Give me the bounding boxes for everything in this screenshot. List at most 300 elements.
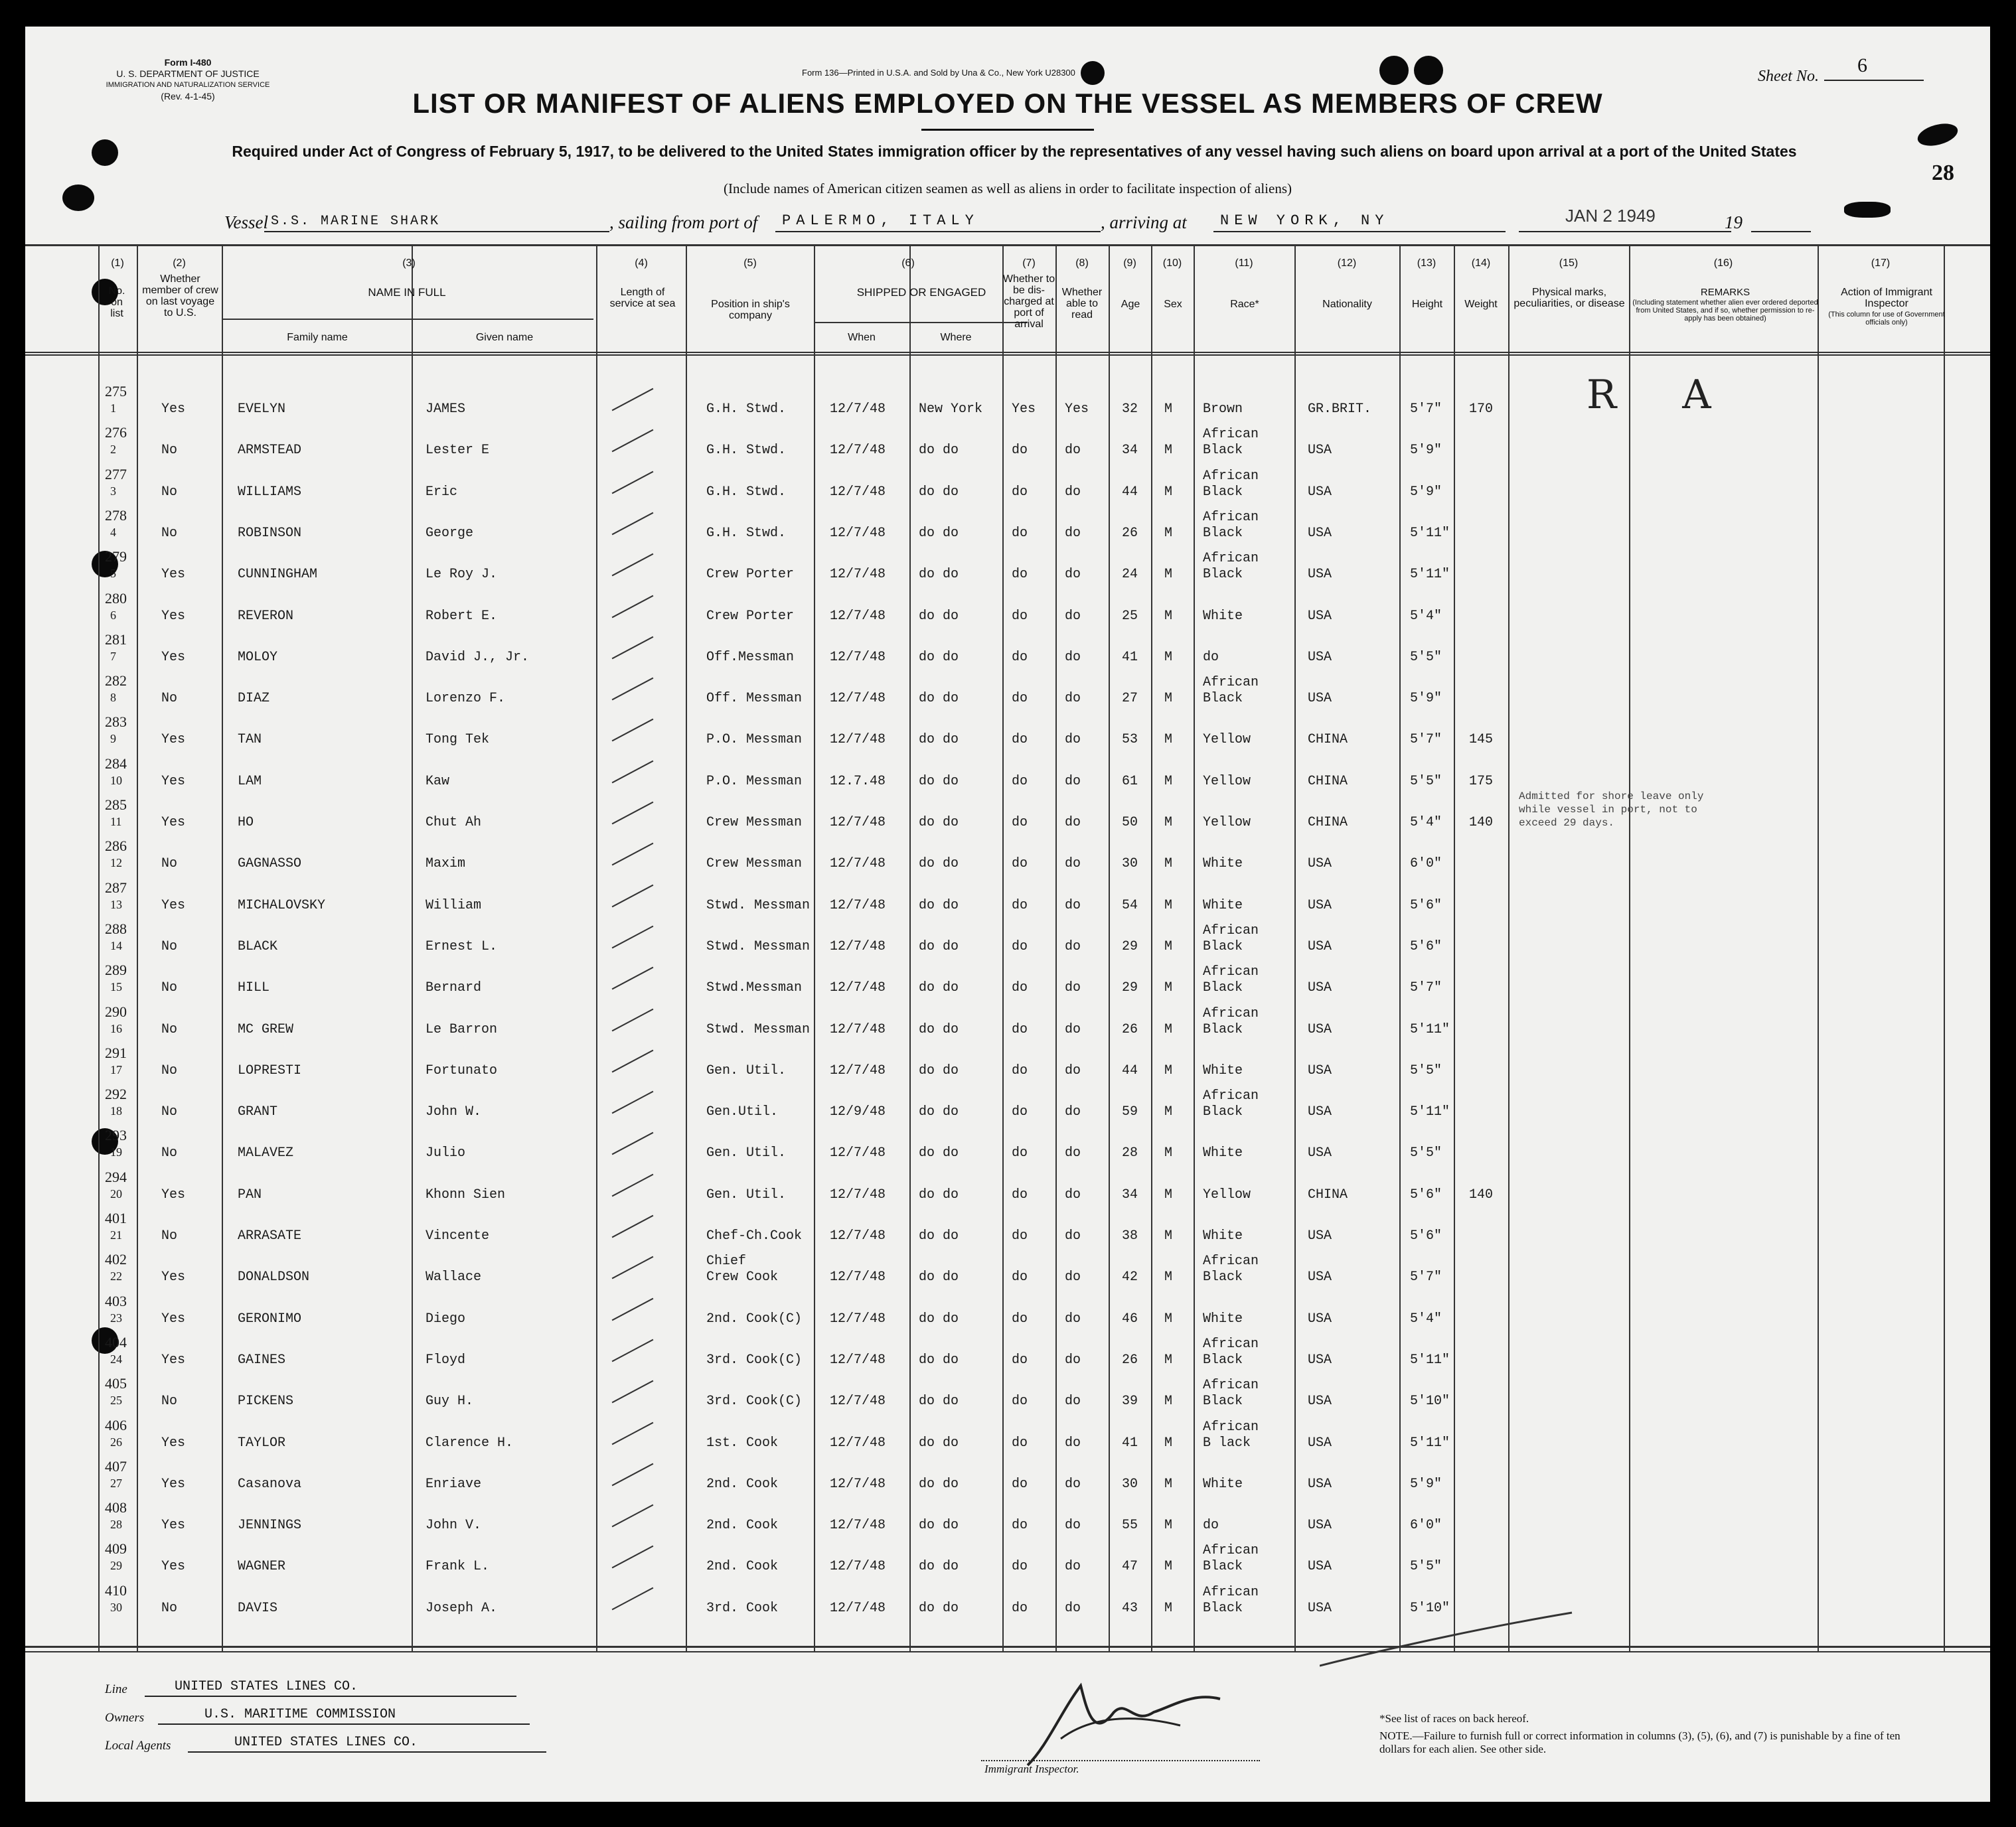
inspector-label: Immigrant Inspector. — [984, 1763, 1079, 1775]
position: Stwd. Messman — [706, 939, 811, 954]
given-name: Lorenzo F. — [426, 691, 506, 706]
nationality: USA — [1308, 856, 1332, 871]
shipped-where: do do — [919, 1477, 959, 1492]
column-rule — [596, 246, 597, 1652]
given-name: Diego — [426, 1311, 466, 1327]
sex: M — [1164, 650, 1173, 665]
discharged: do — [1012, 1228, 1028, 1244]
line-number: 22 — [110, 1270, 122, 1283]
col-head-remarks-note: (Including statement whether alien ever ordered deported from United States, and if so, whether permission to re-apply has been obtained) — [1632, 299, 1818, 323]
table-bottom-rule — [25, 1651, 1990, 1652]
col-head-height: Height — [1411, 299, 1443, 310]
list-number: 294 — [105, 1169, 127, 1185]
shipped-when: 12/7/48 — [830, 1270, 886, 1285]
given-name: Fortunato — [426, 1063, 498, 1078]
shipped-where: do do — [919, 1559, 959, 1574]
column-rule — [1151, 246, 1152, 1652]
age: 34 — [1122, 443, 1138, 458]
race: Yellow — [1203, 774, 1251, 789]
able-to-read: do — [1065, 650, 1081, 665]
family-name: DAVIS — [238, 1601, 278, 1616]
line-number: 12 — [110, 856, 122, 869]
shipped-when: 12/7/48 — [830, 898, 886, 913]
race: Black — [1203, 939, 1243, 954]
check-mark — [612, 843, 654, 866]
able-to-read: do — [1065, 774, 1081, 789]
from-port: PALERMO, ITALY — [782, 212, 979, 229]
given-name: Wallace — [426, 1270, 482, 1285]
position: P.O. Messman — [706, 732, 803, 747]
height: 5'9" — [1410, 1477, 1442, 1492]
check-mark — [612, 719, 654, 742]
list-number: 401 — [105, 1210, 127, 1226]
check-mark — [612, 1215, 654, 1238]
shipped-where: do do — [919, 609, 959, 624]
family-name: CUNNINGHAM — [238, 567, 318, 582]
manifest-page — [25, 27, 1990, 1802]
list-number: 402 — [105, 1251, 127, 1268]
given-name: Julio — [426, 1145, 466, 1161]
weight: 145 — [1469, 732, 1494, 747]
shipped-where: do do — [919, 856, 959, 871]
prev-voyage: No — [161, 980, 178, 995]
race: African — [1203, 1088, 1259, 1104]
check-mark — [612, 388, 654, 411]
discharged: do — [1012, 1559, 1028, 1574]
age: 44 — [1122, 1063, 1138, 1078]
column-number: (5) — [743, 257, 757, 269]
check-mark — [612, 761, 654, 784]
prev-voyage: Yes — [161, 1559, 186, 1574]
sex: M — [1164, 1022, 1173, 1037]
height: 5'6" — [1410, 1228, 1442, 1244]
discharged: do — [1012, 1270, 1028, 1285]
discharged: do — [1012, 1187, 1028, 1203]
line-number: 27 — [110, 1477, 122, 1490]
sex: M — [1164, 774, 1173, 789]
race: Black — [1203, 1559, 1243, 1574]
stamp-line: while vessel in port, not to — [1519, 804, 1697, 816]
age: 26 — [1122, 1352, 1138, 1368]
check-mark — [612, 1256, 654, 1279]
prev-voyage: Yes — [161, 774, 186, 789]
family-name: DONALDSON — [238, 1270, 310, 1285]
sex: M — [1164, 1394, 1173, 1409]
family-name: BLACK — [238, 939, 278, 954]
line-number: 19 — [110, 1145, 122, 1159]
height: 5'4" — [1410, 1311, 1442, 1327]
race: African — [1203, 1337, 1259, 1352]
col-head-service: Length of service at sea — [609, 287, 676, 309]
position: Stwd. Messman — [706, 898, 811, 913]
family-name: ARRASATE — [238, 1228, 302, 1244]
shipped-where: do do — [919, 1270, 959, 1285]
stamp-line: exceed 29 days. — [1519, 817, 1615, 829]
sex: M — [1164, 484, 1173, 500]
family-name: LAM — [238, 774, 262, 789]
shipped-when: 12/7/48 — [830, 1601, 886, 1616]
prev-voyage: Yes — [161, 402, 186, 417]
family-name: EVELYN — [238, 402, 286, 417]
race: White — [1203, 1063, 1243, 1078]
list-number: 275 — [105, 383, 127, 400]
column-number: (16) — [1713, 257, 1733, 269]
shipped-where: do do — [919, 1022, 959, 1037]
age: 47 — [1122, 1559, 1138, 1574]
shipped-when: 12/9/48 — [830, 1104, 886, 1120]
family-name: PICKENS — [238, 1394, 294, 1409]
discharged: do — [1012, 1394, 1028, 1409]
discharged: do — [1012, 650, 1028, 665]
underline — [158, 1723, 530, 1725]
sex: M — [1164, 443, 1173, 458]
underline — [775, 231, 1101, 232]
race: Black — [1203, 1394, 1243, 1409]
column-number: (11) — [1235, 257, 1253, 269]
name-subrule — [222, 319, 593, 320]
shipped-where: do do — [919, 1394, 959, 1409]
discharged: do — [1012, 567, 1028, 582]
age: 50 — [1122, 815, 1138, 830]
discharged: do — [1012, 691, 1028, 706]
column-number: (6) — [901, 257, 915, 269]
shipped-when: 12/7/48 — [830, 1559, 886, 1574]
sex: M — [1164, 1311, 1173, 1327]
list-number: 404 — [105, 1334, 127, 1351]
sheet-number: 6 — [1857, 54, 1867, 76]
given-name: William — [426, 898, 482, 913]
discharged: do — [1012, 609, 1028, 624]
discharged: do — [1012, 774, 1028, 789]
check-mark — [612, 926, 654, 949]
agents-label: Local Agents — [105, 1739, 171, 1753]
able-to-read: do — [1065, 1063, 1081, 1078]
race: White — [1203, 898, 1243, 913]
col-head-shipped: SHIPPED OR ENGAGED — [856, 286, 986, 299]
given-name: Joseph A. — [426, 1601, 498, 1616]
weight: 170 — [1469, 402, 1494, 417]
prev-voyage: Yes — [161, 650, 186, 665]
shipped-where: do do — [919, 1145, 959, 1161]
given-name: John V. — [426, 1518, 482, 1533]
line-number: 10 — [110, 774, 122, 787]
line-number: 26 — [110, 1435, 122, 1449]
sex: M — [1164, 526, 1173, 541]
shipped-where: do do — [919, 1518, 959, 1533]
ink-blot — [1915, 119, 1960, 149]
race: White — [1203, 1311, 1243, 1327]
line-number: 25 — [110, 1394, 122, 1407]
list-number: 291 — [105, 1045, 127, 1061]
height: 6'0" — [1410, 856, 1442, 871]
height: 5'5" — [1410, 650, 1442, 665]
underline — [188, 1751, 546, 1753]
height: 5'7" — [1410, 980, 1442, 995]
race: African — [1203, 1006, 1259, 1021]
vessel-label: Vessel — [224, 212, 268, 232]
nationality: USA — [1308, 1270, 1332, 1285]
list-number: 406 — [105, 1417, 127, 1433]
position: Stwd. Messman — [706, 1022, 811, 1037]
line-number: 20 — [110, 1187, 122, 1201]
able-to-read: do — [1065, 1394, 1081, 1409]
race: Black — [1203, 980, 1243, 995]
column-rule — [1109, 246, 1110, 1652]
race: African — [1203, 469, 1259, 484]
line-number: 11 — [110, 815, 122, 828]
shipped-subrule — [815, 322, 1028, 323]
ink-blot — [1844, 202, 1891, 218]
age: 42 — [1122, 1270, 1138, 1285]
age: 24 — [1122, 567, 1138, 582]
family-name: ROBINSON — [238, 526, 302, 541]
nationality: USA — [1308, 1104, 1332, 1120]
race: Yellow — [1203, 1187, 1251, 1203]
given-name: Khonn Sien — [426, 1187, 506, 1203]
column-rule — [1294, 246, 1296, 1652]
race: Yellow — [1203, 732, 1251, 747]
column-number: (12) — [1337, 257, 1357, 269]
sex: M — [1164, 567, 1173, 582]
sex: M — [1164, 898, 1173, 913]
nationality: USA — [1308, 939, 1332, 954]
line-number: 17 — [110, 1063, 122, 1076]
family-name: REVERON — [238, 609, 294, 624]
check-mark — [612, 1132, 654, 1155]
sex: M — [1164, 1145, 1173, 1161]
department: U. S. DEPARTMENT OF JUSTICE — [116, 68, 260, 79]
column-rule — [909, 246, 911, 1652]
punch-hole — [1379, 56, 1409, 85]
given-name: Chut Ah — [426, 815, 482, 830]
able-to-read: do — [1065, 526, 1081, 541]
nationality: USA — [1308, 443, 1332, 458]
prev-voyage: Yes — [161, 1435, 186, 1451]
family-name: GERONIMO — [238, 1311, 302, 1327]
given-name: JAMES — [426, 402, 466, 417]
position: G.H. Stwd. — [706, 402, 787, 417]
header-bottom-rule — [25, 352, 1990, 353]
col-head-sex: Sex — [1164, 299, 1182, 310]
able-to-read: do — [1065, 980, 1081, 995]
sex: M — [1164, 939, 1173, 954]
column-rule — [1194, 246, 1195, 1652]
column-rule — [814, 246, 815, 1652]
printer-line: Form 136—Printed in U.S.A. and Sold by Una & Co., New York U28300 — [802, 68, 1075, 78]
shipped-when: 12/7/48 — [830, 1477, 886, 1492]
list-number: 405 — [105, 1375, 127, 1392]
nationality: USA — [1308, 898, 1332, 913]
column-rule — [1944, 246, 1945, 1652]
check-mark — [612, 1546, 654, 1569]
position: 3rd. Cook(C) — [706, 1394, 803, 1409]
page-stamp: 28 — [1932, 161, 1954, 185]
col-head-given: Given name — [475, 332, 534, 343]
list-number: 410 — [105, 1582, 127, 1599]
discharged: do — [1012, 443, 1028, 458]
family-name: MICHALOVSKY — [238, 898, 326, 913]
line-number: 4 — [110, 526, 116, 539]
nationality: USA — [1308, 526, 1332, 541]
age: 59 — [1122, 1104, 1138, 1120]
able-to-read: do — [1065, 1228, 1081, 1244]
column-number: (17) — [1871, 257, 1891, 269]
prev-voyage: Yes — [161, 815, 186, 830]
shipped-when: 12/7/48 — [830, 1435, 886, 1451]
list-number: 403 — [105, 1293, 127, 1309]
position: Crew Messman — [706, 856, 803, 871]
column-rule — [1818, 246, 1819, 1652]
column-number: (3) — [402, 257, 416, 269]
given-name: Eric — [426, 484, 458, 500]
owners-label: Owners — [105, 1711, 145, 1725]
race: Brown — [1203, 402, 1243, 417]
check-mark — [612, 1091, 654, 1114]
race: African — [1203, 964, 1259, 980]
position: Gen.Util. — [706, 1104, 779, 1120]
column-number: (7) — [1022, 257, 1036, 269]
race: do — [1203, 650, 1219, 665]
prev-voyage: Yes — [161, 1518, 186, 1533]
able-to-read: do — [1065, 1145, 1081, 1161]
vessel-name: S.S. MARINE SHARK — [271, 214, 441, 229]
family-name: DIAZ — [238, 691, 270, 706]
given-name: Kaw — [426, 774, 450, 789]
able-to-read: do — [1065, 939, 1081, 954]
age: 41 — [1122, 650, 1138, 665]
signature-line — [981, 1760, 1260, 1761]
race: African — [1203, 675, 1259, 690]
list-number: 288 — [105, 920, 127, 937]
nationality: USA — [1308, 1145, 1332, 1161]
shipped-where: do do — [919, 443, 959, 458]
shipped-when: 12/7/48 — [830, 567, 886, 582]
able-to-read: do — [1065, 484, 1081, 500]
given-name: Guy H. — [426, 1394, 474, 1409]
discharged: do — [1012, 1145, 1028, 1161]
position: Gen. Util. — [706, 1063, 787, 1078]
list-number: 292 — [105, 1086, 127, 1102]
column-number: (1) — [111, 257, 124, 269]
shipped-where: do do — [919, 980, 959, 995]
discharged: do — [1012, 1104, 1028, 1120]
sex: M — [1164, 1435, 1173, 1451]
shipped-when: 12/7/48 — [830, 691, 886, 706]
family-name: WILLIAMS — [238, 484, 302, 500]
position: G.H. Stwd. — [706, 443, 787, 458]
col-head-prev-voyage: Whether member of crew on last voyage to U.S. — [142, 273, 218, 319]
height: 5'9" — [1410, 484, 1442, 500]
race: Yellow — [1203, 815, 1251, 830]
position: 2nd. Cook(C) — [706, 1311, 803, 1327]
race: White — [1203, 609, 1243, 624]
race: African — [1203, 427, 1259, 442]
sex: M — [1164, 1063, 1173, 1078]
line-number: 14 — [110, 939, 122, 952]
nationality: USA — [1308, 1477, 1332, 1492]
family-name: TAN — [238, 732, 262, 747]
position: Crew Messman — [706, 815, 803, 830]
prev-voyage: No — [161, 1601, 178, 1616]
prev-voyage: Yes — [161, 1187, 186, 1203]
shipped-when: 12.7.48 — [830, 774, 886, 789]
line-company: UNITED STATES LINES CO. — [175, 1679, 358, 1694]
family-name: GAINES — [238, 1352, 286, 1368]
line-number: 2 — [110, 443, 116, 456]
line-number: 24 — [110, 1352, 122, 1366]
column-rule — [98, 246, 100, 1652]
prev-voyage: No — [161, 1145, 178, 1161]
check-mark — [612, 1009, 654, 1032]
stamp-line: Admitted for shore leave only — [1519, 790, 1704, 802]
able-to-read: do — [1065, 1104, 1081, 1120]
race: Black — [1203, 484, 1243, 500]
race: do — [1203, 1518, 1219, 1533]
col-head-weight: Weight — [1464, 299, 1498, 310]
able-to-read: do — [1065, 609, 1081, 624]
able-to-read: do — [1065, 1559, 1081, 1574]
family-name: MALAVEZ — [238, 1145, 294, 1161]
list-number: 282 — [105, 672, 127, 689]
height: 5'7" — [1410, 1270, 1442, 1285]
age: 26 — [1122, 526, 1138, 541]
prev-voyage: No — [161, 1104, 178, 1120]
family-name: TAYLOR — [238, 1435, 286, 1451]
race: Black — [1203, 1022, 1243, 1037]
sex: M — [1164, 856, 1173, 871]
nationality: CHINA — [1308, 1187, 1348, 1203]
line-number: 8 — [110, 691, 116, 704]
agents-company: UNITED STATES LINES CO. — [234, 1735, 418, 1750]
check-mark — [612, 1298, 654, 1321]
arrival-date-stamp: JAN 2 1949 — [1565, 206, 1656, 226]
nationality: USA — [1308, 609, 1332, 624]
list-number: 286 — [105, 838, 127, 854]
position: Off. Messman — [706, 691, 803, 706]
given-name: David J., Jr. — [426, 650, 530, 665]
revision: (Rev. 4-1-45) — [161, 91, 215, 102]
column-rule — [1002, 246, 1004, 1652]
position: 3rd. Cook(C) — [706, 1352, 803, 1368]
shipped-where: do do — [919, 1104, 959, 1120]
col-head-no: No. on list — [108, 285, 125, 319]
sex: M — [1164, 1270, 1173, 1285]
sex: M — [1164, 1187, 1173, 1203]
race: Black — [1203, 526, 1243, 541]
nationality: USA — [1308, 1394, 1332, 1409]
line-number: 15 — [110, 980, 122, 993]
race: Black — [1203, 567, 1243, 582]
shipped-when: 12/7/48 — [830, 650, 886, 665]
age: 46 — [1122, 1311, 1138, 1327]
check-mark — [612, 885, 654, 908]
family-name: JENNINGS — [238, 1518, 302, 1533]
to-port: NEW YORK, NY — [1220, 212, 1389, 229]
given-name: Vincente — [426, 1228, 490, 1244]
height: 5'7" — [1410, 732, 1442, 747]
discharged: do — [1012, 1518, 1028, 1533]
title-rule — [921, 129, 1094, 131]
shipped-when: 12/7/48 — [830, 443, 886, 458]
discharged: do — [1012, 1352, 1028, 1368]
shipped-when: 12/7/48 — [830, 1352, 886, 1368]
race: Black — [1203, 1104, 1243, 1120]
shipped-where: do do — [919, 939, 959, 954]
check-mark — [612, 1050, 654, 1073]
family-name: GAGNASSO — [238, 856, 302, 871]
race: Black — [1203, 1601, 1243, 1616]
discharged: do — [1012, 856, 1028, 871]
